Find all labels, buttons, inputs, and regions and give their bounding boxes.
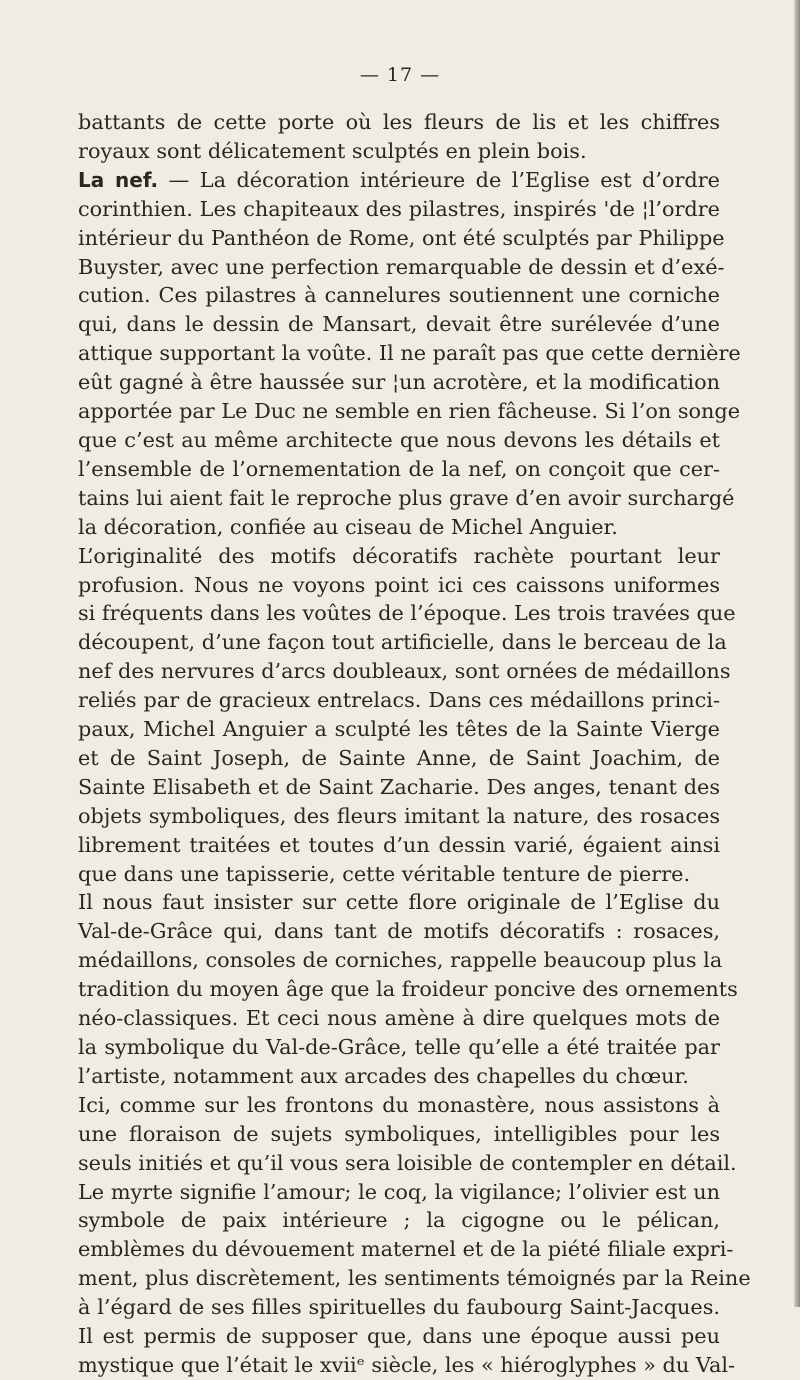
text-line-content: que c’est au même architecte que nous devons les détails et <box>78 427 720 452</box>
text-line-content: attique supportant la voûte. Il ne paraît pas que cette dernière <box>78 341 741 366</box>
text-line-content: la symbolique du Val-de-Grâce, telle qu’elle a été traitée par <box>78 1035 720 1059</box>
text-line <box>78 917 720 946</box>
page-edge <box>794 0 800 1307</box>
text-line-content: profusion. Nous ne voyons point ici ces caissons uniformes <box>78 572 720 597</box>
text-line <box>78 1004 720 1033</box>
text-line-content: eût gagné à être haussée sur ¦un acrotère, et la modification <box>78 370 720 395</box>
text-line <box>78 339 741 368</box>
text-line <box>78 831 720 860</box>
text-line-content: à l’égard de ses filles spirituelles du faubourg Saint-Jacques. <box>78 1295 720 1320</box>
text-line <box>78 1091 720 1120</box>
text-line-content: la décoration, confiée au ciseau de Michel Anguier. <box>78 514 618 539</box>
text-line <box>78 946 723 975</box>
text-line <box>78 426 720 455</box>
text-line-content: ment, plus discrètement, les sentiments témoignés par la Reine <box>78 1266 751 1291</box>
text-line-content: et de Saint Joseph, de Sainte Anne, de Saint Joachim, de <box>78 745 720 770</box>
text-line-content: objets symboliques, des fleurs imitant la nature, des rosaces <box>78 803 720 828</box>
text-line <box>78 542 720 571</box>
text-line-content: cution. Ces pilastres à cannelures soutiennent une corniche <box>78 283 720 308</box>
text-line-content: médaillons, consoles de corniches, rappelle beaucoup plus la <box>78 948 723 973</box>
text-line <box>78 657 731 686</box>
text-line <box>78 744 720 773</box>
text-line <box>78 108 720 137</box>
text-line-content: emblèmes du dévouement maternel et de la piété filiale expri- <box>78 1237 734 1262</box>
text-line <box>78 1120 720 1149</box>
text-line <box>78 975 738 1004</box>
text-line <box>78 1178 720 1207</box>
text-line <box>78 281 720 310</box>
text-line-content: Il est permis de supposer que, dans une époque aussi peu <box>78 1324 720 1349</box>
text-line <box>78 802 720 831</box>
text-line-content: Sainte Elisabeth et de Saint Zacharie. Des anges, tenant des <box>78 774 720 799</box>
text-line-content: nef des nervures d’arcs doubleaux, sont ornées de médaillons <box>78 659 731 684</box>
text-line <box>78 1206 720 1235</box>
text-line <box>78 195 720 224</box>
text-line <box>78 1235 734 1264</box>
text-line <box>78 455 720 484</box>
text-line <box>78 1351 736 1380</box>
text-line-content: — La décoration intérieure de l’Eglise est d’ordre <box>158 167 720 192</box>
text-line <box>78 1033 720 1062</box>
text-line-content: que dans une tapisserie, cette véritable tenture de pierre. <box>78 861 691 886</box>
text-line-content: mystique que l’était le xviiᵉ siècle, les « hiéroglyphes » du Val- <box>78 1352 736 1377</box>
text-line <box>78 860 720 889</box>
text-line-content: Il nous faut insister sur cette flore originale de l’Eglise du <box>78 890 720 915</box>
text-line-content: si fréquents dans les voûtes de l’époque. Les trois travées que <box>78 601 736 626</box>
text-line <box>78 1322 720 1351</box>
text-line <box>78 1293 720 1322</box>
text-line-content: Buyster, avec une perfection remarquable de dessin et d’exé- <box>78 254 725 279</box>
text-line <box>78 628 727 657</box>
text-line-content: intérieur du Panthéon de Rome, ont été sculptés par Philippe <box>78 225 725 250</box>
text-line-content: l’artiste, notamment aux arcades des chapelles du chœur. <box>78 1063 689 1088</box>
text-line <box>78 484 735 513</box>
text-line-content: Le myrte signifie l’amour; le coq, la vigilance; l’olivier est un <box>78 1179 720 1204</box>
text-line-content: L’originalité des motifs décoratifs rachète pourtant leur <box>78 543 720 568</box>
text-line-content: royaux sont délicatement sculptés en plein bois. <box>78 138 587 163</box>
text-line <box>78 686 720 715</box>
section-title: La nef. <box>78 167 159 192</box>
text-line-content: battants de cette porte où les fleurs de lis et les chiffres <box>78 110 720 134</box>
text-line-content: tains lui aient fait le reproche plus grave d’en avoir surchargé <box>78 485 735 510</box>
text-line <box>78 888 720 917</box>
text-line <box>78 1264 751 1293</box>
text-line <box>78 1149 737 1178</box>
text-line <box>78 571 720 600</box>
text-line-content: découpent, d’une façon tout artificielle, dans le berceau de la <box>78 630 727 655</box>
text-line-content: Ici, comme sur les frontons du monastère, nous assistons à <box>78 1092 720 1117</box>
text-line <box>78 773 720 802</box>
text-line-content: corinthien. Les chapiteaux des pilastres, inspirés 'de ¦l’ordre <box>78 196 720 221</box>
text-line-content: une floraison de sujets symboliques, intelligibles pour les <box>78 1121 720 1146</box>
text-line <box>78 224 725 253</box>
text-line-content: l’ensemble de l’ornementation de la nef, on conçoit que cer- <box>78 456 720 481</box>
text-line <box>78 1062 720 1091</box>
page-number: — 17 — <box>359 64 441 86</box>
text-line <box>78 137 720 166</box>
text-line-content: paux, Michel Anguier a sculpté les têtes de la Sainte Vierge <box>78 717 720 742</box>
text-line-content: Val-de-Grâce qui, dans tant de motifs décoratifs : rosaces, <box>78 919 720 944</box>
text-line <box>78 368 720 397</box>
text-line <box>78 599 736 628</box>
text-line-content: qui, dans le dessin de Mansart, devait être surélevée d’une <box>78 312 720 337</box>
text-line-content: librement traitées et toutes d’un dessin varié, égaient ainsi <box>78 832 720 857</box>
text-line-content: apportée par Le Duc ne semble en rien fâcheuse. Si l’on songe <box>78 399 741 424</box>
text-line <box>78 166 720 195</box>
text-line-content: tradition du moyen âge que la froideur poncive des ornements <box>78 977 738 1002</box>
text-line <box>78 310 720 339</box>
text-line <box>78 397 741 426</box>
body-text <box>78 108 751 1380</box>
text-line <box>78 253 725 282</box>
text-line-content: symbole de paix intérieure ; la cigogne ou le pélican, <box>78 1208 720 1233</box>
text-line <box>78 715 720 744</box>
text-line-content: néo-classiques. Et ceci nous amène à dire quelques mots de <box>78 1006 720 1031</box>
text-line-content: reliés par de gracieux entrelacs. Dans ces médaillons princi- <box>78 688 720 713</box>
text-line <box>78 513 720 542</box>
text-line-content: seuls initiés et qu’il vous sera loisible de contempler en détail. <box>78 1150 737 1175</box>
